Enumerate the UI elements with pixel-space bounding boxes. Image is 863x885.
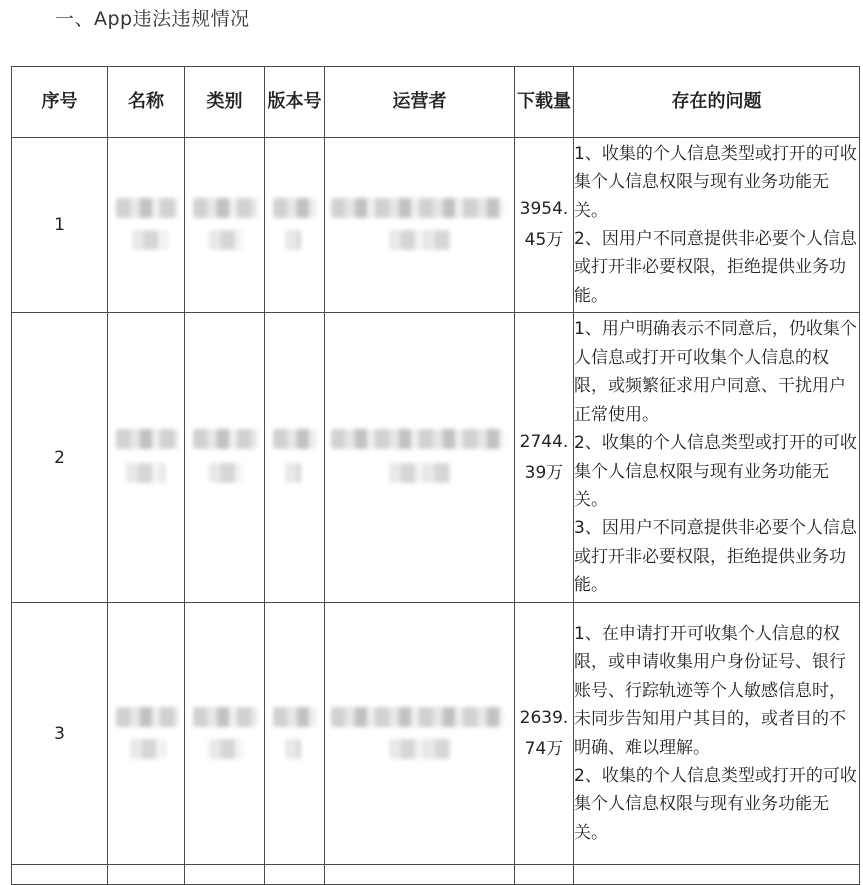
issue-item: 1、收集的个人信息类型或打开的可收集个人信息权限与现有业务功能无关。	[574, 143, 857, 221]
header-version: 版本号	[265, 67, 325, 138]
row-index: 2	[12, 313, 108, 603]
header-row	[12, 67, 860, 138]
category-redacted	[185, 603, 265, 865]
operator-redacted	[325, 138, 515, 313]
header-name: 名称	[108, 67, 185, 138]
table-row	[12, 313, 860, 603]
table-row-partial	[12, 865, 860, 885]
category-redacted	[185, 313, 265, 603]
row-index: 3	[12, 603, 108, 865]
app-name-redacted	[108, 603, 185, 865]
category-redacted	[185, 138, 265, 313]
issue-item: 3、因用户不同意提供非必要个人信息或打开非必要权限，拒绝提供业务功能。	[574, 518, 857, 596]
row-downloads: 3954.45万	[515, 138, 574, 313]
issue-item: 2、收集的个人信息类型或打开的可收集个人信息权限与现有业务功能无关。	[574, 765, 857, 843]
row-issues	[574, 313, 860, 603]
issue-item: 2、收集的个人信息类型或打开的可收集个人信息权限与现有业务功能无关。	[574, 433, 857, 510]
header-category: 类别	[185, 67, 265, 138]
operator-redacted	[325, 313, 515, 603]
row-downloads: 2744.39万	[515, 313, 574, 603]
operator-redacted	[325, 603, 515, 865]
row-downloads: 2639.74万	[515, 603, 574, 865]
header-downloads: 下载量	[515, 67, 574, 138]
row-index: 1	[12, 138, 108, 313]
table-row	[12, 603, 860, 865]
version-redacted	[265, 138, 325, 313]
issue-item: 1、在申请打开可收集个人信息的权限，或申请收集用户身份证号、银行账号、行踪轨迹等个人敏感信息时，未同步告知用户其目的，或者目的不明确、难以理解。	[574, 623, 846, 758]
issue-item: 2、因用户不同意提供非必要个人信息或打开非必要权限，拒绝提供业务功能。	[574, 229, 857, 306]
header-operator: 运营者	[325, 67, 515, 138]
app-name-redacted	[108, 313, 185, 603]
version-redacted	[265, 603, 325, 865]
table-row	[12, 138, 860, 313]
header-issues: 存在的问题	[574, 67, 860, 138]
violations-table	[11, 66, 860, 885]
version-redacted	[265, 313, 325, 603]
row-issues	[574, 138, 860, 313]
issue-item: 1、用户明确表示不同意后，仍收集个人信息或打开可收集个人信息的权限，或频繁征求用户同意、干扰用户正常使用。	[574, 319, 857, 425]
row-issues	[574, 603, 860, 865]
header-index: 序号	[12, 67, 108, 138]
app-name-redacted	[108, 138, 185, 313]
section-heading: 一、App违法违规情况	[55, 8, 250, 30]
